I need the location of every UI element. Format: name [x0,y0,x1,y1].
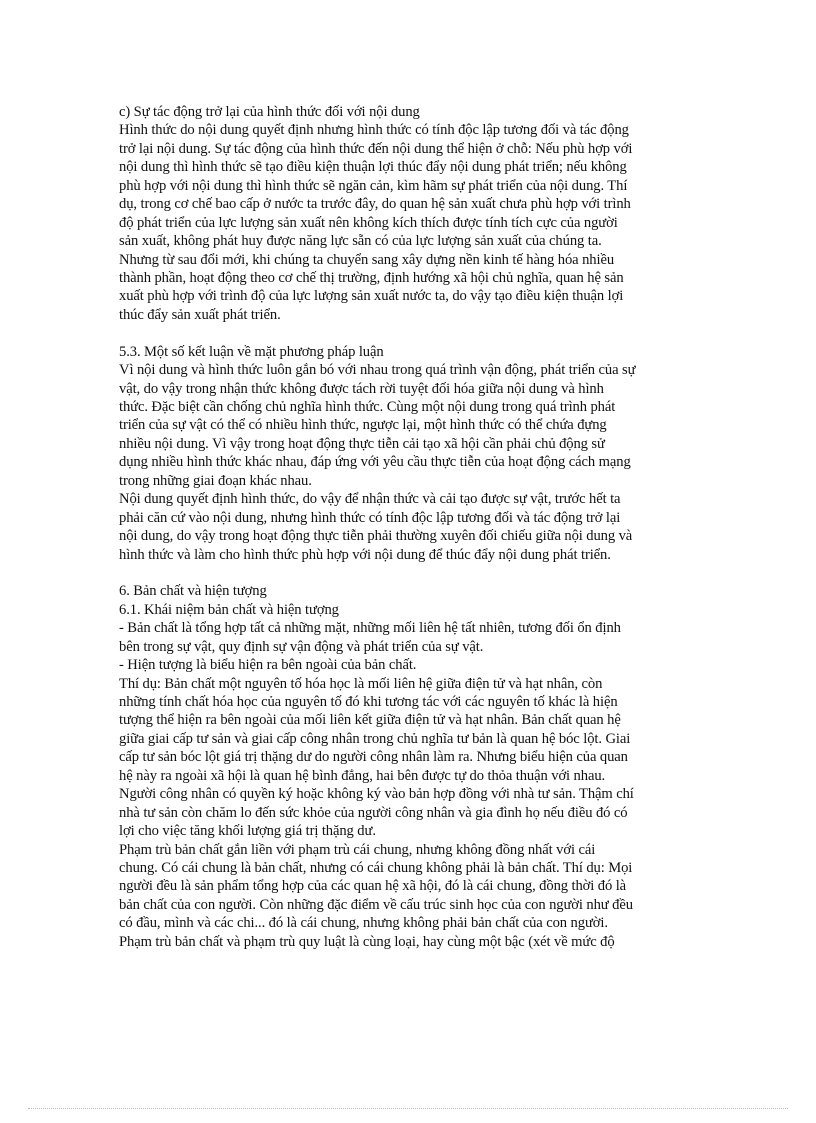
paragraph-line: Hình thức do nội dung quyết định nhưng hình thức có tính độc lập tương đối và tác động [119,122,629,139]
section-heading: 6. Bản chất và hiện tượng [119,583,267,600]
paragraph-line: hình thức và làm cho hình thức phù hợp với nội dung để thúc đẩy nội dung phát triển. [119,546,611,563]
paragraph-line: nhà tư sản còn chăm lo đến sức khỏe của người công nhân và gia đình họ nếu điều đó có [119,804,628,821]
paragraph-line: Thí dụ: Bản chất một nguyên tố hóa học là mối liên hệ giữa điện tử và hạt nhân, còn [119,675,603,692]
paragraph-line: sản xuất, không phát huy được năng lực sẵn có của lực lượng sản xuất của chúng ta. [119,233,602,250]
paragraph-line: Nội dung quyết định hình thức, do vậy để nhận thức và cải tạo được sự vật, trước hết ta [119,491,621,508]
section-5-3 [119,343,691,564]
section-heading: c) Sự tác động trở lại của hình thức đối với nội dung [119,104,420,120]
paragraph-line: - Bản chất là tổng hợp tất cả những mặt, những mối liên hệ tất nhiên, tương đối ổn định [119,620,621,637]
paragraph-line: lợi cho việc tăng khối lượng giá trị thặng dư. [119,823,376,840]
paragraph-line: có đầu, mình và các chi... đó là cái chung, nhưng không phải bản chất của con người. [119,915,608,932]
paragraph-line: xuất phù hợp với trình độ của lực lượng sản xuất nước ta, do vậy tạo điều kiện thuận lợi [119,288,624,305]
paragraph-line: phù hợp với nội dung thì hình thức sẽ ngăn cản, kìm hãm sự phát triển của nội dung. Thí [119,177,628,194]
paragraph-line: bên trong sự vật, quy định sự vận động và phát triển của sự vật. [119,638,484,655]
blank-line [119,564,691,582]
blank-line [119,324,691,342]
paragraph-line: nội dung, do vậy trong hoạt động thực tiễn phải thường xuyên đối chiếu giữa nội dung và [119,528,633,545]
paragraph-line: thành phần, hoạt động theo cơ chế thị trường, định hướng xã hội chủ nghĩa, quan hệ sản [119,269,624,286]
paragraph-line: cấp tư sản bóc lột giá trị thặng dư do người công nhân làm ra. Nhưng biểu hiện của quan [119,749,628,766]
subsection-heading: 6.1. Khái niệm bản chất và hiện tượng [119,601,339,618]
paragraph-line: Vì nội dung và hình thức luôn gắn bó với nhau trong quá trình vận động, phát triển của sự [119,362,636,379]
paragraph-line: vật, do vậy trong nhận thức không được tách rời tuyệt đối hóa giữa nội dung và hình [119,380,604,397]
paragraph-line: nhiều nội dung. Vì vậy trong hoạt động thực tiễn cải tạo xã hội cần phải chủ động sử [119,435,605,452]
paragraph-line: triển của sự vật có thể có nhiều hình thức, ngược lại, một hình thức có thể chứa đựng [119,417,607,434]
paragraph-line: chung. Có cái chung là bản chất, nhưng có cái chung không phải là bản chất. Thí dụ: Mọi [119,859,633,876]
paragraph-line: bản chất của con người. Còn những đặc điểm về cấu trúc sinh học của con người như đều [119,896,633,913]
paragraph-line: trở lại nội dung. Sự tác động của hình thức đến nội dung thể hiện ở chỗ: Nếu phù hợp với [119,140,633,157]
paragraph-line: thúc đẩy sản xuất phát triển. [119,306,281,323]
paragraph-line: Người công nhân có quyền ký hoặc không ký vào bản hợp đồng với nhà tư sản. Thậm chí [119,786,634,803]
paragraph-line: Nhưng từ sau đổi mới, khi chúng ta chuyển sang xây dựng nền kinh tế hàng hóa nhiều [119,251,615,268]
paragraph-line: tượng thể hiện ra bên ngoài của mối liên kết giữa điện tử và hạt nhân. Bản chất quan hệ [119,712,621,729]
paragraph-line: độ phát triển của lực lượng sản xuất nên không kích thích được tính tích cực của người [119,214,618,231]
document-page [119,103,691,951]
page-bottom-rule [28,1108,788,1109]
paragraph-line: dụng nhiều hình thức khác nhau, đáp ứng với yêu cầu thực tiễn của hoạt động cách mạng [119,454,631,471]
paragraph-line: Phạm trù bản chất gắn liền với phạm trù cái chung, nhưng không đồng nhất với cái [119,841,596,858]
paragraph-line: dụ, trong cơ chế bao cấp ở nước ta trước đây, do quan hệ sản xuất chưa phù hợp với trình [119,196,631,213]
section-6 [119,582,691,951]
paragraph-line: - Hiện tượng là biểu hiện ra bên ngoài của bản chất. [119,657,417,674]
paragraph-line: người đều là sản phẩm tổng hợp của các quan hệ xã hội, đó là cái chung, đồng thời đó là [119,878,627,895]
paragraph-line: hệ này ra ngoài xã hội là quan hệ bình đẳng, hai bên được tự do thỏa thuận với nhau. [119,767,606,784]
paragraph-line: giữa giai cấp tư sản và giai cấp công nhân trong chủ nghĩa tư bản là quan hệ bóc lột. Giai [119,730,631,747]
paragraph-line: nội dung thì hình thức sẽ tạo điều kiện thuận lợi thúc đẩy nội dung phát triển; nếu không [119,159,627,176]
paragraph-line: trong những giai đoạn khác nhau. [119,472,312,489]
paragraph-line: Phạm trù bản chất và phạm trù quy luật là cùng loại, hay cùng một bậc (xét về mức độ [119,933,615,950]
paragraph-line: phải căn cứ vào nội dung, nhưng hình thức có tính độc lập tương đối và tác động trở lại [119,509,621,526]
paragraph-line: những tính chất hóa học của nguyên tố đó khi tương tác với các nguyên tố khác là hiện [119,694,618,710]
section-c [119,103,691,324]
section-heading: 5.3. Một số kết luận về mặt phương pháp luận [119,343,384,360]
paragraph-line: thức. Đặc biệt cần chống chủ nghĩa hình thức. Cùng một nội dung trong quá trình phát [119,399,616,415]
